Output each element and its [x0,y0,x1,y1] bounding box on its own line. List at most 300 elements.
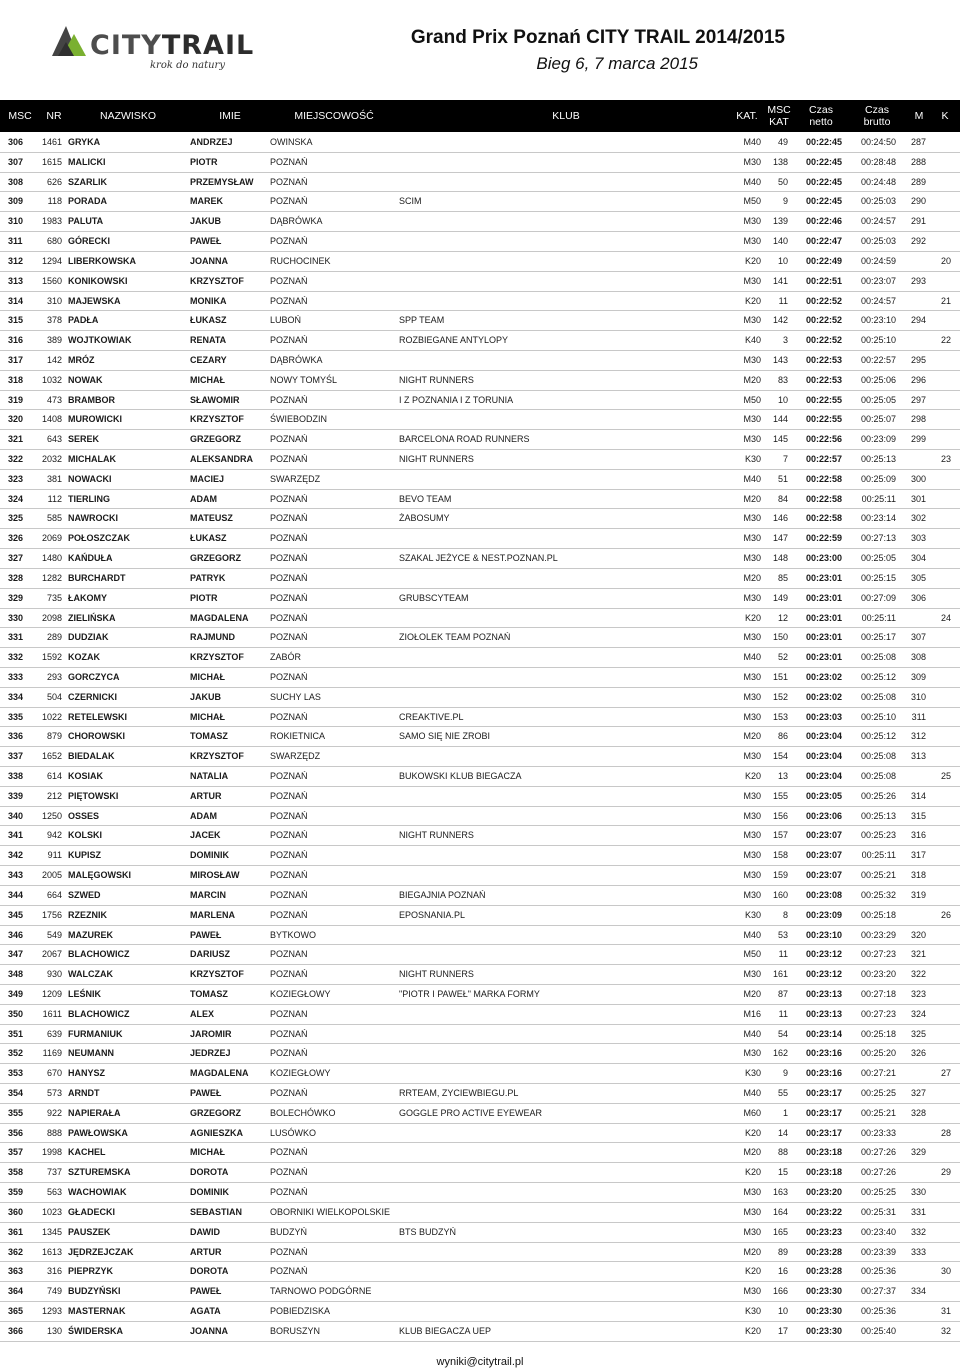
table-row [0,1163,960,1183]
cell-czas-brutto: 00:27:37 [860,1286,896,1297]
cell-nazwisko: MUROWICKI [68,414,122,425]
cell-m: 306 [910,592,926,603]
cell-miejscowosc: LUSÓWKO [270,1127,317,1138]
cell-msc: 335 [8,711,24,722]
cell-klub: I Z POZNANIA I Z TORUNIA [399,394,514,405]
cell-msc: 363 [8,1266,24,1277]
cell-klub [399,1005,729,1024]
cell-nazwisko: BURCHARDT [68,572,126,583]
cell-czas-brutto: 00:24:57 [860,216,896,227]
cell-nazwisko: MALĘGOWSKI [68,870,131,881]
cell-nazwisko: CZERNICKI [68,691,117,702]
cell-nazwisko: DUDZIAK [68,632,109,643]
cell-msc-kat: 140 [772,236,788,247]
table-row [0,173,960,193]
cell-imie: DOROTA [190,1266,229,1277]
cell-czas-netto: 00:22:57 [805,454,842,464]
cell-klub: SZAKAL JEŻYCE & NEST.POZNAN.PL [399,553,558,564]
cell-klub [399,787,729,806]
cell-imie: KRZYSZTOF [190,652,244,663]
cell-nazwisko: KACHEL [68,1147,106,1158]
cell-miejscowosc: SUCHY LAS [270,691,321,702]
cell-miejscowosc: ZABÓR [270,652,302,663]
cell-czas-brutto: 00:27:13 [860,533,896,544]
cell-msc: 332 [8,652,24,663]
cell-kat: M20 [743,572,761,583]
cell-kat: M50 [743,394,761,405]
table-row [0,252,960,272]
cell-nazwisko: PADŁA [68,315,99,326]
cell-nr: 888 [46,1127,62,1138]
cell-msc-kat: 150 [772,632,788,643]
cell-miejscowosc: POZNAN [270,1008,308,1019]
cell-klub: ROZBIEGANE ANTYLOPY [399,335,509,346]
cell-m: 294 [910,315,926,326]
cell-czas-brutto: 00:25:25 [860,1088,896,1098]
cell-m [898,1064,926,1083]
cell-msc-kat: 51 [777,473,788,484]
page-header [0,0,960,100]
cell-imie: KRZYSZTOF [190,751,244,762]
cell-czas-brutto: 00:25:23 [860,830,896,841]
cell-klub: BTS BUDZYŃ [399,1226,457,1237]
cell-msc-kat: 139 [772,216,788,227]
cell-msc-kat: 13 [777,771,788,781]
cell-msc-kat: 152 [772,691,788,702]
cell-msc-kat: 149 [772,592,788,603]
cell-klub [399,529,729,548]
table-row [0,331,960,351]
cell-nazwisko: BLACHOWICZ [68,949,130,960]
cell-klub [399,1203,729,1222]
table-row [0,391,960,411]
cell-nr: 293 [46,671,62,682]
cell-czas-brutto: 00:24:57 [860,295,896,306]
cell-kat: M30 [743,1187,761,1198]
cell-nazwisko: ZIELIŃSKA [68,612,116,623]
cell-miejscowosc: DĄBRÓWKA [270,354,323,365]
cell-msc: 317 [8,354,24,365]
cell-msc: 358 [8,1167,24,1178]
cell-klub [399,807,729,826]
cell-msc-kat: 162 [772,1048,788,1059]
col-klub: KLUB [552,110,580,122]
cell-m: 322 [910,969,926,980]
cell-k [926,470,951,489]
cell-msc: 321 [8,434,24,445]
cell-czas-brutto: 00:25:13 [860,454,896,464]
cell-kat: K20 [744,612,761,623]
table-row [0,926,960,946]
cell-czas-brutto: 00:27:18 [860,988,896,999]
cell-k [926,648,951,667]
cell-k [926,945,951,964]
cell-m: 298 [910,414,926,425]
cell-msc: 349 [8,988,24,999]
cell-czas-brutto: 00:25:08 [860,751,896,762]
cell-kat: M40 [743,176,761,187]
cell-imie: MATEUSZ [190,513,233,524]
cell-msc: 359 [8,1187,24,1198]
cell-msc-kat: 16 [777,1266,788,1277]
cell-msc: 357 [8,1147,24,1158]
cell-m: 319 [910,889,926,900]
cell-k [926,866,951,885]
table-row [0,1322,960,1342]
cell-kat: M30 [743,1048,761,1059]
cell-czas-brutto: 00:25:20 [860,1048,896,1059]
cell-miejscowosc: POZNAŃ [270,969,308,980]
cell-czas-netto: 00:23:30 [805,1286,842,1297]
cell-czas-brutto: 00:25:15 [860,572,896,583]
cell-msc-kat: 89 [777,1246,788,1257]
cell-m: 333 [910,1246,926,1257]
cell-msc-kat: 11 [778,295,788,306]
cell-miejscowosc: BUDZYŃ [270,1226,308,1237]
cell-czas-netto: 00:22:55 [805,394,842,405]
cell-msc: 346 [8,929,24,940]
cell-czas-netto: 00:23:02 [805,671,842,682]
cell-m: 328 [910,1107,926,1118]
cell-nazwisko: OSSES [68,810,100,821]
cell-kat: M30 [743,533,761,544]
cell-k [926,1044,951,1063]
cell-k [926,351,951,370]
cell-miejscowosc: ŚWIEBODZIN [270,414,328,425]
cell-msc-kat: 164 [772,1206,788,1217]
cell-klub [399,133,729,152]
cell-czas-netto: 00:23:17 [805,1088,842,1098]
table-row [0,1143,960,1163]
cell-imie: ALEKSANDRA [190,454,253,464]
cell-nr: 310 [46,295,62,306]
cell-m: 295 [910,354,926,365]
cell-czas-netto: 00:22:58 [805,513,842,524]
cell-czas-brutto: 00:25:05 [860,394,896,405]
cell-czas-brutto: 00:25:12 [860,671,896,682]
col-imie: IMIE [219,110,241,122]
cell-msc: 314 [8,295,24,306]
cell-imie: PIOTR [190,592,218,603]
cell-czas-brutto: 00:25:03 [860,196,896,207]
cell-kat: M20 [743,493,761,504]
cell-msc: 307 [8,156,24,167]
cell-czas-netto: 00:23:22 [805,1206,842,1217]
cell-k [926,965,951,984]
cell-msc-kat: 55 [777,1088,788,1098]
cell-msc: 306 [8,137,24,147]
cell-nr: 614 [46,771,62,781]
cell-imie: PAWEŁ [190,1286,222,1297]
cell-m: 324 [910,1008,926,1019]
cell-miejscowosc: POZNAŃ [270,592,308,603]
cell-miejscowosc: DĄBRÓWKA [270,216,323,227]
cell-nr: 1169 [42,1048,62,1059]
cell-nazwisko: LEŚNIK [68,988,102,999]
cell-klub [399,292,729,311]
cell-nr: 2069 [41,533,62,544]
cell-klub [399,1124,729,1143]
cell-m: 290 [910,196,926,207]
col-nr: NR [46,110,62,122]
cell-klub: CREAKTIVE.PL [399,711,464,722]
cell-k: 27 [940,1068,951,1079]
table-row [0,450,960,470]
cell-klub [399,1064,729,1083]
cell-m: 323 [910,988,926,999]
cell-nazwisko: KOLSKI [68,830,103,841]
cell-msc: 353 [8,1068,24,1079]
cell-k [926,1025,951,1044]
cell-nr: 735 [46,592,62,603]
cell-czas-brutto: 00:25:26 [860,790,896,801]
cell-m: 302 [910,513,926,524]
cell-nr: 504 [46,691,62,702]
cell-nr: 1611 [42,1008,62,1019]
cell-m: 292 [910,236,926,247]
cell-klub [399,232,729,251]
cell-nr: 130 [46,1325,62,1336]
cell-m: 321 [910,949,926,960]
cell-nr: 639 [46,1028,62,1039]
cell-imie: AGNIESZKA [190,1127,244,1138]
cell-nazwisko: NAPIERAŁA [68,1107,121,1118]
cell-kat: M30 [743,275,761,286]
cell-miejscowosc: KOZIEGŁOWY [270,988,331,999]
cell-k [926,569,951,588]
cell-miejscowosc: POZNAŃ [270,275,308,286]
cell-msc: 339 [8,790,24,801]
cell-nazwisko: GORCZYCA [68,671,120,682]
cell-msc: 356 [8,1127,24,1138]
cell-nr: 1480 [41,553,62,564]
cell-nr: 389 [46,335,62,346]
cell-imie: JEDRZEJ [190,1048,231,1059]
cell-msc: 309 [8,196,24,207]
cell-nr: 1209 [41,988,62,999]
cell-k [926,1243,951,1262]
cell-nr: 1592 [41,652,62,663]
cell-miejscowosc: POZNAŃ [270,771,308,781]
cell-czas-netto: 00:23:30 [805,1325,842,1336]
cell-nazwisko: KOZAK [68,652,100,663]
cell-m: 308 [910,652,926,663]
cell-nazwisko: RZEZNIK [68,909,107,920]
cell-nr: 563 [46,1187,62,1198]
cell-nr: 2067 [41,949,62,960]
cell-miejscowosc: LUBOŃ [270,315,302,326]
cell-imie: MIROSŁAW [190,870,240,881]
cell-imie: JOANNA [190,255,229,266]
cell-kat: M30 [743,553,761,564]
table-row [0,1282,960,1302]
cell-czas-netto: 00:23:05 [805,790,842,801]
table-row [0,609,960,629]
cell-klub: GOGGLE PRO ACTIVE EYEWEAR [399,1107,543,1118]
table-row [0,727,960,747]
cell-czas-netto: 00:22:55 [805,414,842,425]
cell-msc-kat: 85 [777,572,788,583]
cell-nr: 930 [46,969,62,980]
table-row [0,747,960,767]
cell-klub [399,1044,729,1063]
cell-czas-netto: 00:22:53 [805,354,842,365]
cell-k [926,926,951,945]
cell-imie: PAWEŁ [190,236,222,247]
cell-miejscowosc: POZNAŃ [270,513,308,524]
cell-k [926,272,951,291]
cell-imie: GRZEGORZ [190,553,241,564]
cell-m [898,767,926,786]
cell-czas-netto: 00:23:13 [805,1008,842,1019]
results-table-body [0,133,960,1342]
cell-klub: ZIOŁOLEK TEAM POZNAŃ [399,632,511,643]
cell-nr: 316 [46,1266,62,1277]
cell-msc: 341 [8,830,24,841]
cell-nazwisko: MASTERNAK [68,1305,126,1316]
table-row [0,1223,960,1243]
cell-msc-kat: 86 [777,731,788,742]
cell-miejscowosc: ROKIETNICA [270,731,326,742]
cell-czas-netto: 00:23:28 [805,1246,842,1257]
table-row [0,846,960,866]
cell-k [926,490,951,509]
cell-msc: 320 [8,414,24,425]
cell-klub [399,252,729,271]
cell-msc: 344 [8,889,24,900]
cell-miejscowosc: POZNAŃ [270,533,308,544]
cell-czas-netto: 00:23:04 [805,731,842,742]
table-row [0,945,960,965]
cell-czas-brutto: 00:25:11 [861,850,896,861]
cell-miejscowosc: POZNAŃ [270,335,308,346]
cell-imie: KRZYSZTOF [190,414,244,425]
cell-kat: K20 [744,1325,761,1336]
cell-msc: 311 [8,236,23,247]
cell-imie: DAWID [190,1226,220,1237]
cell-czas-brutto: 00:25:18 [860,1028,896,1039]
cell-m: 334 [910,1286,926,1297]
cell-czas-netto: 00:23:03 [805,711,842,722]
table-row [0,826,960,846]
cell-miejscowosc: BYTKOWO [270,929,317,940]
cell-kat: K20 [744,255,761,266]
cell-klub [399,1143,729,1162]
table-row [0,688,960,708]
cell-imie: DOMINIK [190,850,229,861]
cell-msc-kat: 3 [782,335,788,346]
cell-czas-netto: 00:23:06 [805,810,842,821]
table-row [0,1104,960,1124]
cell-k [926,826,951,845]
cell-czas-brutto: 00:25:21 [860,870,896,881]
cell-msc: 345 [8,909,24,920]
cell-m: 305 [910,572,926,583]
cell-czas-brutto: 00:27:21 [860,1068,896,1079]
cell-kat: M30 [743,870,761,881]
cell-kat: M30 [743,889,761,900]
cell-k: 28 [940,1127,951,1138]
cell-m [898,292,926,311]
cell-msc: 360 [8,1206,24,1217]
cell-kat: M30 [743,236,761,247]
cell-imie: PIOTR [190,156,218,167]
cell-k [926,212,951,231]
cell-kat: M30 [743,969,761,980]
cell-imie: TOMASZ [190,731,228,742]
cell-k: 23 [940,454,951,464]
table-row [0,1124,960,1144]
cell-czas-brutto: 00:23:14 [860,513,896,524]
table-row [0,351,960,371]
cell-kat: M30 [743,632,761,643]
cell-msc: 312 [8,255,24,266]
cell-czas-brutto: 00:25:10 [860,335,896,346]
cell-nazwisko: PIEPRZYK [68,1266,114,1277]
cell-msc: 324 [8,493,24,504]
col-czas-netto: Czas netto [809,104,833,128]
cell-msc-kat: 11 [778,1008,788,1019]
cell-m: 332 [910,1226,926,1237]
cell-czas-netto: 00:22:49 [805,255,842,266]
cell-kat: M30 [743,691,761,702]
cell-nr: 1560 [41,275,62,286]
cell-kat: M20 [743,374,761,385]
cell-czas-brutto: 00:25:40 [860,1325,896,1336]
cell-imie: ADAM [190,493,217,504]
cell-k: 24 [940,612,951,623]
cell-k: 21 [940,295,951,306]
cell-imie: RENATA [190,335,227,346]
cell-miejscowosc: POZNAŃ [270,671,308,682]
cell-kat: M30 [743,315,761,326]
table-row [0,1203,960,1223]
table-row [0,1262,960,1282]
cell-nazwisko: MRÓZ [68,354,95,365]
cell-imie: PAWEŁ [190,1088,222,1098]
cell-m: 303 [910,533,926,544]
cell-k: 30 [940,1266,951,1277]
cell-msc: 365 [8,1305,24,1316]
table-row [0,886,960,906]
cell-czas-netto: 00:23:09 [805,909,842,920]
cell-imie: MACIEJ [190,473,225,484]
cell-klub [399,1025,729,1044]
cell-k: 22 [940,335,951,346]
cell-kat: M40 [743,137,761,147]
cell-klub [399,1243,729,1262]
cell-miejscowosc: POZNAŃ [270,711,308,722]
cell-nazwisko: MAJEWSKA [68,295,121,306]
cell-msc: 334 [8,691,24,702]
cell-czas-brutto: 00:25:03 [860,236,896,247]
cell-klub: SPP TEAM [399,315,445,326]
cell-k [926,589,951,608]
cell-kat: K20 [744,771,761,781]
cell-m [898,906,926,925]
cell-klub [399,1183,729,1202]
cell-imie: MICHAŁ [190,374,225,385]
cell-miejscowosc: NOWY TOMYŚL [270,374,338,385]
cell-k [926,747,951,766]
cell-msc-kat: 10 [777,1305,788,1316]
cell-imie: DARIUSZ [190,949,230,960]
cell-nr: 1345 [41,1226,62,1237]
cell-imie: MARLENA [190,909,235,920]
logo-wordmark: CITYTRAIL [90,30,255,61]
cell-czas-netto: 00:23:18 [805,1167,842,1178]
cell-msc: 328 [8,572,24,583]
